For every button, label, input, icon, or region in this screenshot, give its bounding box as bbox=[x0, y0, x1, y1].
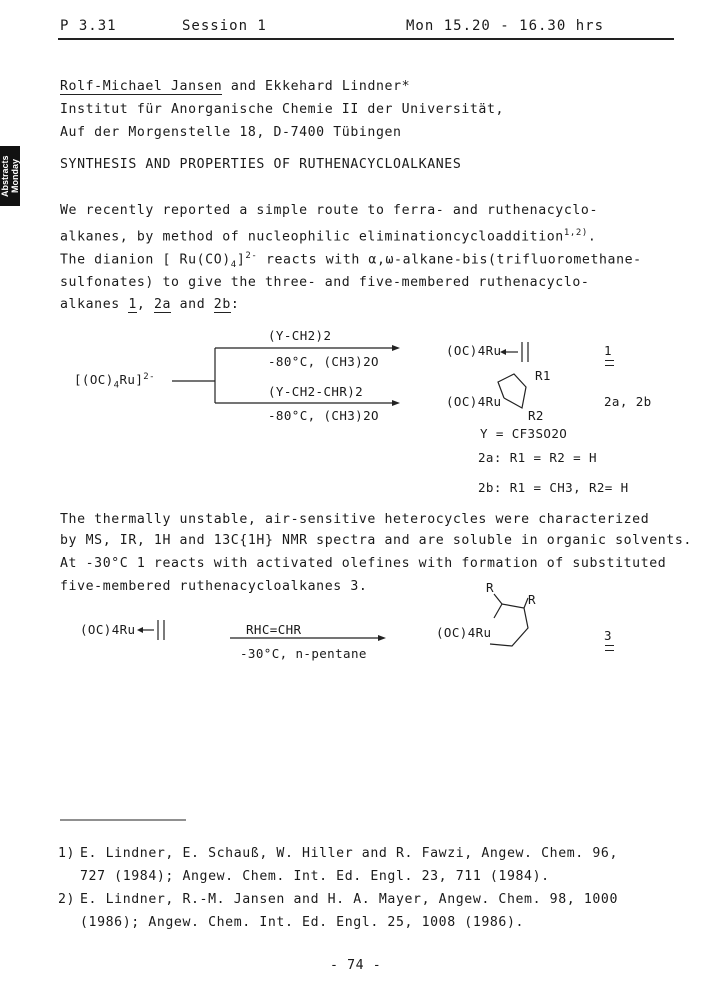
para1-line-3-text: reacts with α,ω-alkane-bis(trifluoromethane- bbox=[257, 252, 642, 268]
scheme2-reactant: (OC)4Ru bbox=[80, 622, 136, 637]
para1-and: and bbox=[179, 297, 206, 312]
reactant-dianion: $[(OC)_4Ru]^{2-}$ bbox=[74, 372, 155, 391]
ref-1-line-2: 727 (1984); Angew. Chem. Int. Ed. Engl. 23, 711 (1984). bbox=[80, 869, 550, 884]
abstract-code: P 3.31 bbox=[60, 18, 117, 34]
author-and: and bbox=[230, 79, 257, 94]
reagent-2: (Y-CH2-CHR)2 bbox=[268, 384, 364, 399]
para1-line-1: We recently reported a simple route to ferra- and ruthenacyclo- bbox=[60, 203, 598, 218]
compound-2b: 2b bbox=[213, 297, 231, 312]
compound-2a: 2a bbox=[153, 297, 172, 312]
definition-2b: 2b: R1 = CH3, R2= H bbox=[478, 480, 629, 495]
affiliation-line-1: Institut für Anorganische Chemie II der Universität, bbox=[60, 102, 505, 117]
scheme2-r-a: R bbox=[486, 580, 494, 595]
label-underline bbox=[605, 360, 614, 366]
dianion-formula: The dianion [ Ru(CO) bbox=[60, 252, 231, 268]
ref-1-line-1: E. Lindner, E. Schauß, W. Hiller and R. Fawzi, Angew. Chem. 96, bbox=[80, 846, 618, 861]
reagent-1: (Y-CH2)2 bbox=[268, 328, 332, 343]
conditions-1: -80°C, (CH3)2O bbox=[268, 354, 379, 369]
paper-title: SYNTHESIS AND PROPERTIES OF RUTHENACYCLOALKANES bbox=[60, 157, 462, 172]
label-underline bbox=[605, 645, 614, 651]
scheme2-product: (OC)4Ru bbox=[436, 625, 492, 640]
affiliation-line-2: Auf der Morgenstelle 18, D-7400 Tübingen bbox=[60, 125, 402, 140]
para2-line-3: At -30°C 1 reacts with activated olefines with formation of substituted bbox=[60, 556, 667, 571]
product-1-label: 1 bbox=[604, 343, 612, 358]
session-label: Session 1 bbox=[182, 18, 267, 34]
para1-line-5: alkanes 1, 2a and 2b: bbox=[60, 297, 240, 312]
ref-2-number: 2) bbox=[58, 892, 76, 907]
sidebar-abstracts: Abstracts bbox=[0, 155, 10, 197]
dianion-sub: 4 bbox=[230, 260, 237, 271]
product-2-label: 2a, 2b bbox=[604, 394, 652, 409]
scheme2-label: 3 bbox=[604, 628, 612, 643]
para1-line-2-text: alkanes, by method of nucleophilic eliminationcycloaddition bbox=[60, 229, 564, 245]
para2-line-4: five-membered ruthenacycloalkanes 3. bbox=[60, 579, 368, 594]
page-number: - 74 - bbox=[330, 958, 382, 973]
dianion-charge: 2- bbox=[245, 251, 258, 261]
dianion-bracket: ] bbox=[236, 252, 246, 268]
scheme2-conditions: -30°C, n-pentane bbox=[240, 646, 367, 661]
sidebar-monday: Monday bbox=[10, 159, 20, 194]
session-time: Mon 15.20 - 16.30 hrs bbox=[406, 18, 605, 34]
product-2-metal: (OC)4Ru bbox=[446, 394, 502, 409]
y-definition: Y = CF3SO2O bbox=[480, 426, 568, 441]
conditions-2: -80°C, (CH3)2O bbox=[268, 408, 379, 423]
ref-superscript: 1,2) bbox=[563, 228, 588, 238]
para1-line-5-text: alkanes bbox=[60, 297, 120, 312]
para1-line-4: sulfonates) to give the three- and five-membered ruthenacyclo- bbox=[60, 275, 590, 290]
ref-2-line-1: E. Lindner, R.-M. Jansen and H. A. Mayer, Angew. Chem. 98, 1000 bbox=[80, 892, 618, 907]
ref-2-line-2: (1986); Angew. Chem. Int. Ed. Engl. 25, 1008 (1986). bbox=[80, 915, 525, 930]
scheme2-r-b: R bbox=[528, 592, 536, 607]
product-1-metal: (OC)4Ru bbox=[446, 343, 502, 358]
compound-1: 1 bbox=[128, 297, 137, 312]
definition-2a: 2a: R1 = R2 = H bbox=[478, 450, 597, 465]
para2-line-1: The thermally unstable, air-sensitive heterocycles were characterized bbox=[60, 512, 650, 527]
product-2-r1: R1 bbox=[535, 368, 551, 383]
para2-line-2: by MS, IR, 1H and 13C{1H} NMR spectra and are soluble in organic solvents. bbox=[60, 533, 692, 548]
author-1: Rolf-Michael Jansen bbox=[60, 79, 223, 94]
product-2-r2: R2 bbox=[528, 408, 544, 423]
ref-1-number: 1) bbox=[58, 846, 76, 861]
para1-line-2: alkanes, by method of nucleophilic eliminationcycloaddition$^{1,2)}$. bbox=[60, 228, 597, 245]
scheme2-reagent: RHC=CHR bbox=[246, 622, 302, 637]
author-2: Ekkehard Lindner* bbox=[264, 79, 411, 94]
